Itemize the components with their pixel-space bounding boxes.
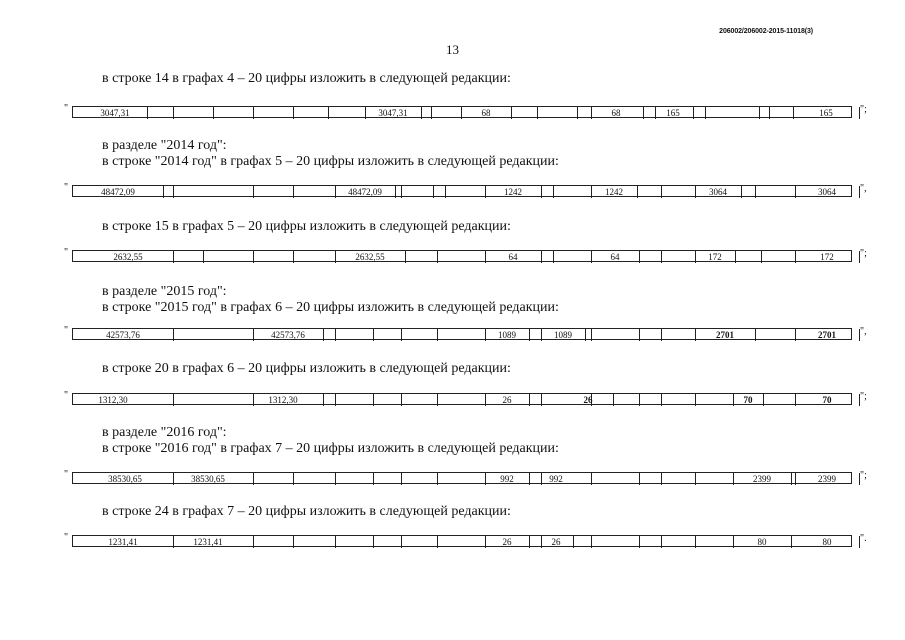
column-divider: [213, 107, 214, 119]
column-divider: [293, 107, 294, 119]
table-cell: 165: [819, 108, 833, 118]
column-divider: [529, 394, 530, 406]
table-cell: 80: [822, 537, 832, 547]
amendment-row: [64, 103, 872, 119]
table-cell: 26: [502, 395, 512, 405]
table-cell: 2701: [818, 330, 836, 340]
column-divider: [437, 473, 438, 485]
table-cell: 1312,30: [98, 395, 128, 405]
column-divider: [591, 329, 592, 341]
column-divider: [401, 473, 402, 485]
table-cell: 3064: [709, 187, 727, 197]
value-grid: [72, 535, 852, 547]
table-cell: 3064: [818, 187, 836, 197]
column-divider: [293, 536, 294, 548]
column-divider: [401, 394, 402, 406]
closing-quote: ";: [860, 248, 867, 259]
column-divider: [661, 536, 662, 548]
page-number: 13: [446, 42, 459, 57]
column-divider: [293, 186, 294, 198]
opening-quote: ": [64, 325, 69, 336]
table-cell: 38530,65: [191, 474, 225, 484]
column-divider: [328, 107, 329, 119]
column-divider: [695, 536, 696, 548]
column-divider: [639, 536, 640, 548]
column-divider: [761, 251, 762, 263]
table-cell: 3047,31: [378, 108, 408, 118]
table-cell: 992: [500, 474, 514, 484]
instruction-paragraph: в строке 24 в графах 7 – 20 цифры изложить в следующей редакции:: [102, 504, 511, 519]
table-cell: 2701: [716, 330, 734, 340]
value-grid: [72, 472, 852, 484]
table-cell: 42573,76: [271, 330, 305, 340]
column-divider: [433, 186, 434, 198]
table-cell: 1242: [504, 187, 522, 197]
table-cell: 992: [549, 474, 563, 484]
column-divider: [421, 107, 422, 119]
column-divider: [437, 394, 438, 406]
instruction-paragraph: в строке 15 в графах 5 – 20 цифры изложить в следующей редакции:: [102, 219, 511, 234]
column-divider: [553, 186, 554, 198]
column-divider: [511, 107, 512, 119]
table-cell: 38530,65: [108, 474, 142, 484]
column-divider: [755, 329, 756, 341]
closing-quote: ";: [860, 391, 867, 402]
opening-quote: ": [64, 469, 69, 480]
column-divider: [401, 329, 402, 341]
table-cell: 70: [743, 395, 753, 405]
closing-quote: ",: [860, 183, 867, 194]
column-divider: [759, 107, 760, 119]
column-divider: [661, 394, 662, 406]
column-divider: [573, 536, 574, 548]
column-divider: [735, 251, 736, 263]
value-grid: [72, 393, 852, 405]
column-divider: [661, 251, 662, 263]
opening-quote: ": [64, 103, 69, 114]
table-cell: 2632,55: [113, 252, 143, 262]
column-divider: [335, 394, 336, 406]
column-divider: [173, 251, 174, 263]
column-divider: [323, 394, 324, 406]
table-cell: 26: [551, 537, 561, 547]
column-divider: [695, 473, 696, 485]
column-divider: [661, 473, 662, 485]
table-cell: 42573,76: [106, 330, 140, 340]
amendment-row: [64, 469, 872, 485]
instruction-paragraph: в строке "2014 год" в графах 5 – 20 цифры изложить в следующей редакции:: [102, 154, 559, 169]
column-divider: [541, 394, 542, 406]
table-cell: 1089: [498, 330, 516, 340]
column-divider: [591, 473, 592, 485]
column-divider: [639, 251, 640, 263]
column-divider: [173, 394, 174, 406]
column-divider: [791, 473, 792, 485]
amendment-row: [64, 390, 872, 406]
table-cell: 172: [820, 252, 834, 262]
opening-quote: ": [64, 532, 69, 543]
table-cell: 1231,41: [108, 537, 138, 547]
closing-quote: ".: [860, 533, 867, 544]
table-cell: 1231,41: [193, 537, 223, 547]
document-id: 206002/206002-2015-11018(3): [719, 28, 813, 35]
instruction-paragraph: в строке "2016 год" в графах 7 – 20 цифры изложить в следующей редакции:: [102, 441, 559, 456]
amendment-row: [64, 247, 872, 263]
column-divider: [323, 329, 324, 341]
column-divider: [173, 186, 174, 198]
table-cell: 165: [666, 108, 680, 118]
column-divider: [253, 107, 254, 119]
column-divider: [693, 107, 694, 119]
column-divider: [541, 251, 542, 263]
column-divider: [639, 473, 640, 485]
closing-quote: ";: [860, 104, 867, 115]
value-grid: [72, 185, 852, 197]
column-divider: [613, 394, 614, 406]
column-divider: [695, 394, 696, 406]
column-divider: [661, 186, 662, 198]
column-divider: [791, 536, 792, 548]
column-divider: [437, 251, 438, 263]
column-divider: [585, 329, 586, 341]
column-divider: [147, 107, 148, 119]
column-divider: [173, 329, 174, 341]
column-divider: [401, 536, 402, 548]
column-divider: [373, 329, 374, 341]
table-cell: 70: [822, 395, 832, 405]
column-divider: [253, 251, 254, 263]
column-divider: [405, 251, 406, 263]
table-cell: 26: [583, 395, 593, 405]
column-divider: [431, 107, 432, 119]
column-divider: [741, 186, 742, 198]
column-divider: [437, 329, 438, 341]
column-divider: [373, 536, 374, 548]
column-divider: [253, 473, 254, 485]
column-divider: [591, 536, 592, 548]
table-cell: 48472,09: [101, 187, 135, 197]
value-grid: [72, 106, 852, 118]
instruction-paragraph: в строке 14 в графах 4 – 20 цифры изложить в следующей редакции:: [102, 71, 511, 86]
amendment-row: [64, 325, 872, 341]
instruction-paragraph: в разделе "2015 год":: [102, 284, 227, 299]
column-divider: [163, 186, 164, 198]
table-cell: 80: [757, 537, 767, 547]
column-divider: [293, 473, 294, 485]
column-divider: [529, 473, 530, 485]
column-divider: [763, 394, 764, 406]
instruction-paragraph: в разделе "2014 год":: [102, 138, 227, 153]
column-divider: [203, 251, 204, 263]
table-cell: 2632,55: [355, 252, 385, 262]
column-divider: [335, 536, 336, 548]
value-grid: [72, 328, 852, 340]
table-cell: 64: [610, 252, 620, 262]
column-divider: [643, 107, 644, 119]
table-cell: 68: [611, 108, 621, 118]
column-divider: [445, 186, 446, 198]
column-divider: [373, 473, 374, 485]
value-grid: [72, 250, 852, 262]
table-cell: 1312,30: [268, 395, 298, 405]
table-cell: 1089: [554, 330, 572, 340]
column-divider: [335, 473, 336, 485]
column-divider: [529, 329, 530, 341]
column-divider: [373, 394, 374, 406]
column-divider: [661, 329, 662, 341]
column-divider: [769, 107, 770, 119]
column-divider: [705, 107, 706, 119]
table-cell: 1242: [605, 187, 623, 197]
column-divider: [755, 186, 756, 198]
table-cell: 48472,09: [348, 187, 382, 197]
amendment-row: [64, 532, 872, 548]
instruction-paragraph: в строке 20 в графах 6 – 20 цифры изложить в следующей редакции:: [102, 361, 511, 376]
column-divider: [401, 186, 402, 198]
column-divider: [529, 536, 530, 548]
column-divider: [537, 107, 538, 119]
opening-quote: ": [64, 390, 69, 401]
column-divider: [553, 251, 554, 263]
column-divider: [335, 329, 336, 341]
column-divider: [253, 186, 254, 198]
column-divider: [253, 536, 254, 548]
closing-quote: ",: [860, 326, 867, 337]
instruction-paragraph: в разделе "2016 год":: [102, 425, 227, 440]
amendment-row: [64, 182, 872, 198]
column-divider: [293, 251, 294, 263]
column-divider: [577, 107, 578, 119]
table-cell: 2399: [753, 474, 771, 484]
column-divider: [541, 186, 542, 198]
opening-quote: ": [64, 182, 69, 193]
table-cell: 26: [502, 537, 512, 547]
column-divider: [639, 329, 640, 341]
table-cell: 3047,31: [100, 108, 130, 118]
closing-quote: ";: [860, 470, 867, 481]
instruction-paragraph: в строке "2015 год" в графах 6 – 20 цифры изложить в следующей редакции:: [102, 300, 559, 315]
table-cell: 64: [508, 252, 518, 262]
column-divider: [173, 107, 174, 119]
column-divider: [437, 536, 438, 548]
table-cell: 172: [708, 252, 722, 262]
column-divider: [639, 394, 640, 406]
column-divider: [637, 186, 638, 198]
column-divider: [395, 186, 396, 198]
table-cell: 2399: [818, 474, 836, 484]
opening-quote: ": [64, 247, 69, 258]
table-cell: 68: [481, 108, 491, 118]
